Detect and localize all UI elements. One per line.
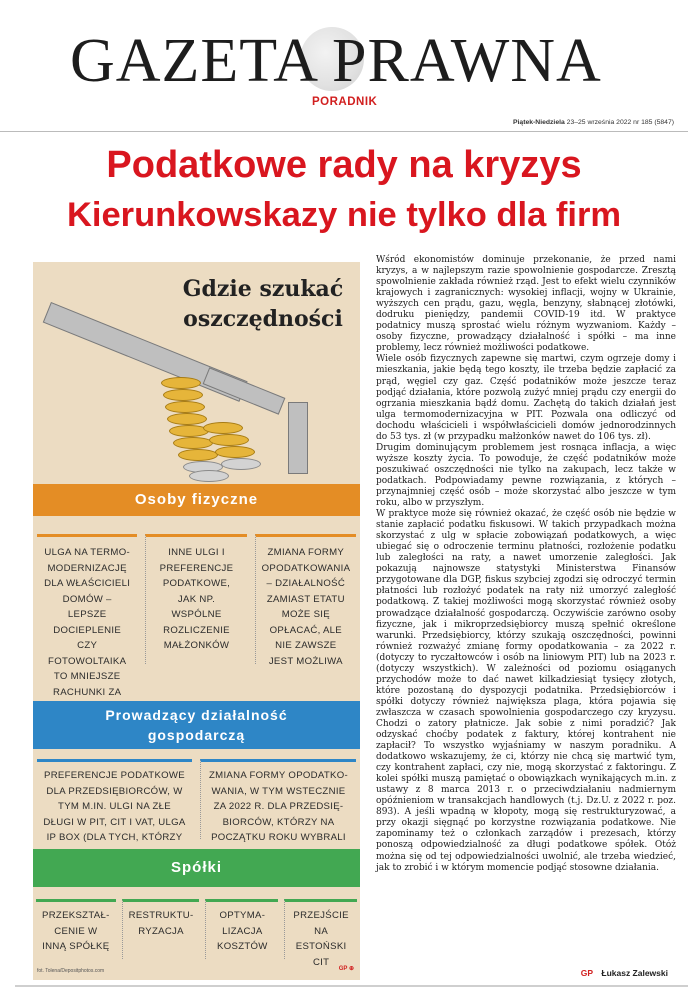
headline-line-2: Kierunkowskazy nie tylko dla firm <box>66 196 622 234</box>
bottom-rule <box>0 985 688 987</box>
section-business-items <box>33 759 360 843</box>
coin-icon <box>165 401 205 413</box>
masthead-rule <box>0 131 688 132</box>
coin-icon <box>189 470 229 482</box>
section-individuals-header: Osoby fizyczne <box>33 484 360 516</box>
section-business-header-line-1: Prowadzący działalność <box>105 707 288 723</box>
article-paragraph: W praktyce może się również okazać, że część osób nie będzie w stanie zapłacić podatku fiskusowi. W takich przypadkach można skorzystać z ulg w spłacie zobowiązań podatkowych, a więc ubiegać się o odroczenie terminu płatności, rozłożenie podatku lub zaległości na raty, a nawet umorzenie zaległości. Jak pokazują najnowsze statystyki Ministerstwa Finansów przygotowane dla DGP, fiskus szybciej zgodzi się odroczyć termin płatności lub rozłożyć podatek na raty niż umorzyć zaległość podatkową. Z takiej możliwości mogą skorzystać również osoby prowadzące działalność gospodarczą. Oczywiście zarówno osoby fizyczne, jak i mikroprzedsiębiorcy muszą spełnić określone warunki. Przedsiębiorcy, którzy szukają oszczędności, powinni również rozważyć zmianę formy opodatkowania – za 2022 r. (dotyczy to ryczałtowców i osób na liniowym PIT) lub na 2023 r. (dotyczy wszystkich). W zależności od poziomu osiąganych przychodów może to dać nawet kilkadziesiąt tysięcy złotych, które pozostaną do dyspozycji podatnika. Przedsiębiorców i spółki dotyczy również największa plaga, która pojawia się zwłaszcza w czasach spowolnienia gospodarczego czy kryzysu. Chodzi o zatory płatnicze. Jak sobie z nimi poradzić? Jak odzyskać choćby podatek z faktury, której kontrahent nie zapłacił? To wszystko wyjaśniamy w naszym poradniku. A dodatkowo wskazujemy, że ci, którzy nie chcą się martwić tym, czy kontrahent zapłaci, czy nie, mogą skorzystać z faktoringu. Z kolei spółki muszą pamiętać o obowiązkach wynikających m.in. z ustawy z 8 marca 2013 r. o przeciwdziałaniu nadmiernym opóźnieniom w transakcjach handlowych (t.j. Dz.U. z 2022 r. poz. 893). A jeśli wpadną w kłopoty, mogą się restrukturyzować, a przy okazji sięgnąć po korzystne rozwiązania podatkowe. Nie zapominamy też o członkach zarządów i prezesach, którzy ponoszą odpowiedzialność za długi podatkowe spółek. Otóż można się od tej odpowiedzialności uwolnić, ale trzeba wiedzieć, jak to zrobić i w którym momencie podjąć stosowne działania. <box>376 509 676 873</box>
coin-icon <box>215 446 255 458</box>
list-item: ZMIANA FORMY OPODATKO-WANIA, W TYM WSTECZNIE ZA 2022 R. DLA PRZEDSIĘ-BIORCÓW, KTÓRZY NA POCZĄTKU ROKU WYBRALI <box>200 759 356 839</box>
list-item: ULGA NA TERMO-MODERNIZACJĘ DLA WŁAŚCICIELI DOMÓW – LEPSZE DOCIEPLENIE CZY FOTOWOLTAIKA TO MNIEJSZE RACHUNKI ZA <box>37 534 137 664</box>
list-item: OPTYMA-LIZACJA KOSZTÓW <box>205 899 278 959</box>
page-corner <box>0 985 15 1000</box>
gp-logo-icon: GP <box>580 968 593 978</box>
coin-icon <box>173 437 213 449</box>
dateline <box>513 119 674 126</box>
masthead <box>0 0 688 140</box>
list-item: PREFERENCJE PODATKOWE DLA PRZEDSIĘBIORCÓW, W TYM M.IN. ULGI NA ZŁE DŁUGI W PIT, CIT I VAT, ULGA IP BOX (DLA TYCH, KTÓRZY <box>37 759 192 839</box>
coin-icon <box>161 377 201 389</box>
coin-icon <box>163 389 203 401</box>
headline-line-1: Podatkowe rady na kryzys <box>106 144 582 186</box>
byline <box>581 968 668 978</box>
author-name: Łukasz Zalewski <box>601 968 668 978</box>
list-item: ZMIANA FORMY OPODATKOWANIA – DZIAŁALNOŚĆ ZAMIAST ETATU MOŻE SIĘ OPŁACAĆ, ALE NIE ZAWSZE JEST MOŻLIWA <box>255 534 356 664</box>
coin-icon <box>178 449 218 461</box>
coin-icon <box>221 458 261 470</box>
section-companies-items <box>33 899 360 968</box>
coin-icon <box>209 434 249 446</box>
list-item: PRZEJŚCIE NA ESTOŃSKI CIT <box>284 899 357 959</box>
section-label: PORADNIK <box>312 96 378 108</box>
dateline-day: Piątek-Niedziela <box>513 119 565 126</box>
infographic-title-line-2: oszczędności <box>183 306 343 332</box>
article-paragraph: Wśród ekonomistów dominuje przekonanie, że przed nami kryzys, a w najlepszym razie spowolnienie gospodarcze. Zresztą spowolnienie zakłada również rząd. Jest to efekt wielu czynników krajowych i zagranicznych: wysokiej inflacji, wojny w Ukrainie, wyższych cen prądu, gazu, węgla, benzyny, słabnącej złotówki, dodruku pieniędzy, pandemii COVID-19 itd. W praktyce podatnicy muszą sprostać wielu różnym wyzwaniom. Każdy – osoby fizyczne, prowadzący działalność i spółki – ma inne problemy, lecz również możliwości podatkowe. <box>376 255 676 354</box>
infographic-logo: GP ⊕ <box>338 966 354 972</box>
caliper-jaw-lower <box>288 402 308 474</box>
newspaper-logo: GAZETA PRAWNA <box>70 27 602 95</box>
list-item: RESTRUKTU-RYZACJA <box>122 899 200 959</box>
section-individuals-items <box>33 534 360 698</box>
infographic-title-line-1: Gdzie szukać <box>182 276 344 302</box>
coin-icon <box>203 422 243 434</box>
photo-credit: fot. Tolena/Depositphotos.com <box>37 968 105 974</box>
list-item: PRZEKSZTAŁ-CENIE W INNĄ SPÓŁKĘ <box>36 899 116 959</box>
infographic <box>33 262 360 980</box>
dateline-issue: 23–25 września 2022 nr 185 (5847) <box>566 119 674 126</box>
section-business-header <box>33 701 360 749</box>
infographic-title <box>173 274 353 334</box>
coin-icon <box>167 413 207 425</box>
article-paragraph: Drugim dominującym problemem jest rosnąca inflacja, a więc wyższe koszty życia. To powoduje, że część podatników może poszukiwać oszczędności nie tylko na zakupach, lecz także w podatkach. Podpowiadamy pewne rozwiązania, z których – przynajmniej część osób – może skorzystać albo jeszcze w tym roku, albo w przyszłym. <box>376 442 676 509</box>
section-companies-header: Spółki <box>33 849 360 887</box>
list-item: INNE ULGI I PREFERENCJE PODATKOWE, JAK NP. WSPÓLNE ROZLICZENIE MAŁŻONKÓW <box>145 534 246 664</box>
article-paragraph: Wiele osób fizycznych zapewne się martwi, czym ogrzeje domy i mieszkania, jakie będą tego koszty, ile trzeba będzie zapłacić za prąd, węgiel czy gaz. Część podatników może jeszcze teraz podjąć działania, które pozwolą zużyć mniej prądu czy energii do ogrzania mieszkania bądź domu. Zachętą do takich działań jest ulga termomodernizacyjna w PIT. Pozwala ona odliczyć od dochodu właścicieli i współwłaścicieli domów jednorodzinnych do 53 tys. zł (w przypadku małżonków nawet do 106 tys. zł). <box>376 354 676 442</box>
article-body <box>376 255 676 874</box>
section-business-header-line-2: gospodarczą <box>147 727 246 743</box>
